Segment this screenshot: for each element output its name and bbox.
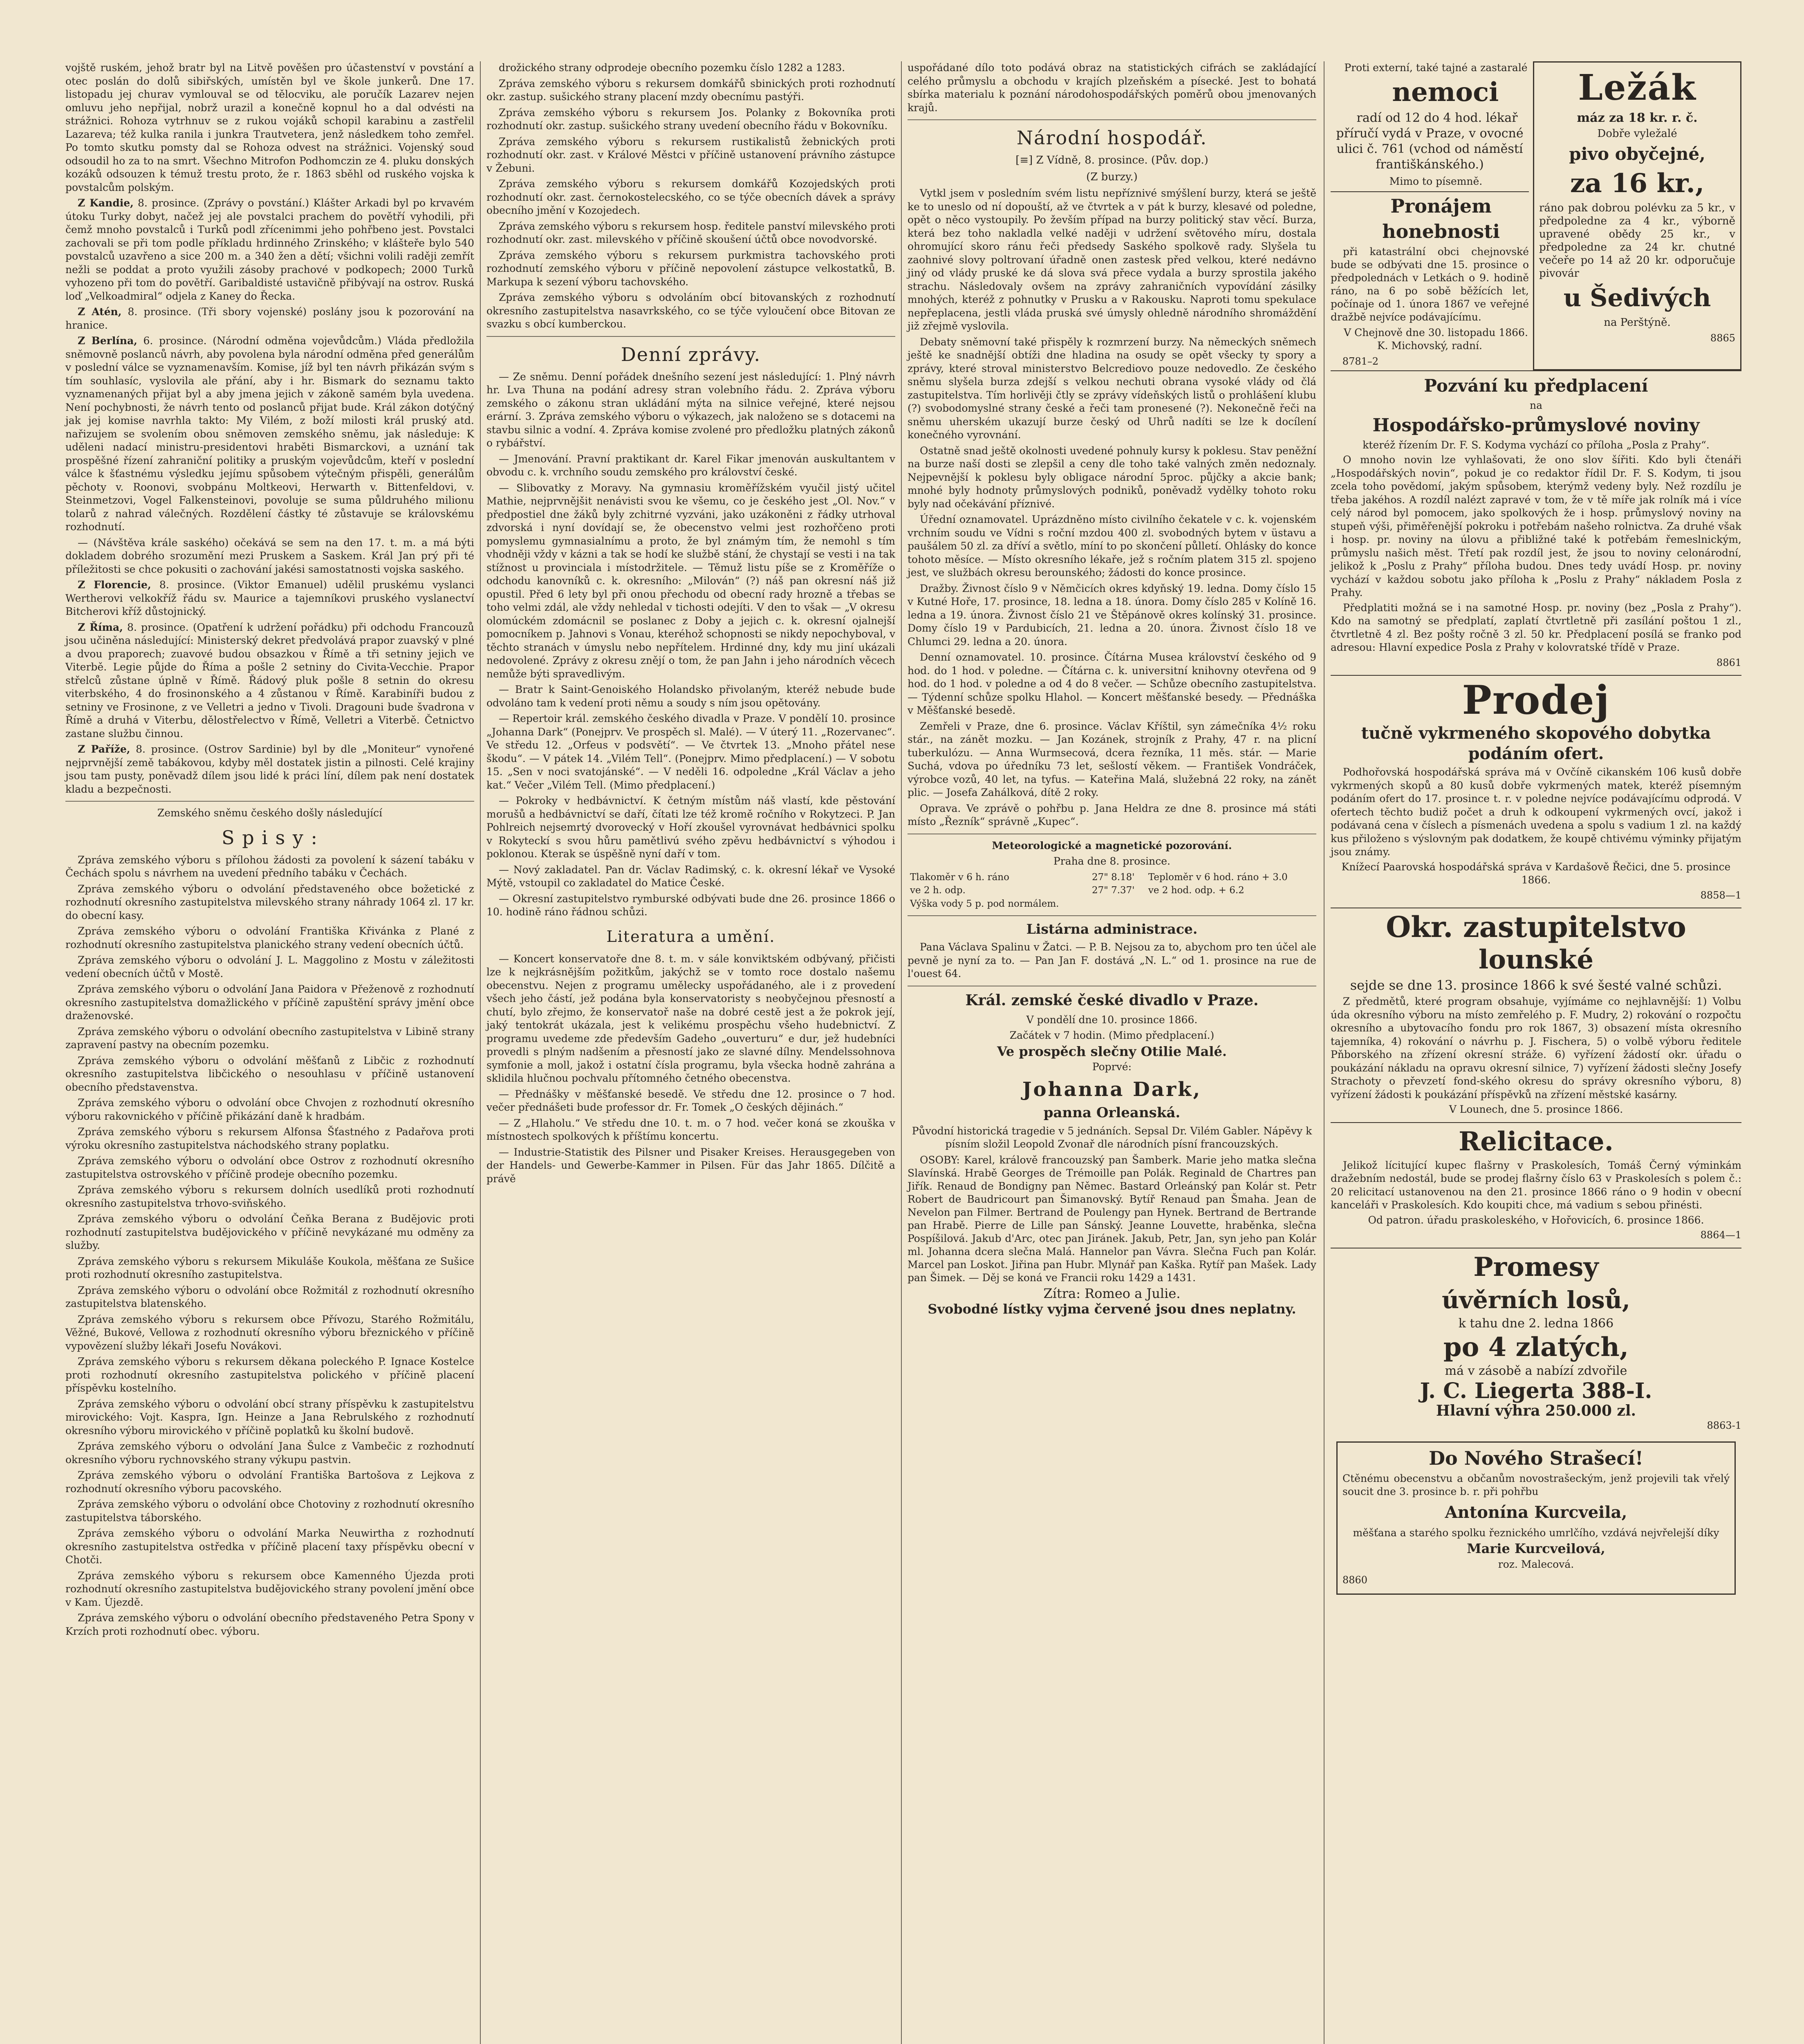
sub-heading: (Z burzy.) — [1086, 170, 1138, 183]
ad-nemoci — [1331, 61, 1529, 370]
ad-headline: úvěrních losů, — [1442, 1286, 1630, 1314]
article-paragraph: Vytkl jsem v posledním svém listu nepříznivé smýšlení burzy, která se ještě ke to uneslo od ní dopouští, až ve čtvrtek a v pát k burzy, klesavé od poledne, opět o něco vystoupily. Po ževším případ na burzy politický stav věcí. Burza, která bez toho nakladla velké naději v udržení světového míru, dostala ohromující skoro ránu řeči předsedy Saského spolkově rady. Slyšela tu zaohnivé slovy poltrovaní úřadně onen zastesk před velkou, které nedávno jiný od vlády pruské ke dá slova svá přece vydala a burzy sprostila jakého strachu. Následovaly ovšem na zprávy zahraničních vypovídání zásilky mnohých, kteréž z pohnutky v Prusku a v Rakousku. Naproti tomu spekulace nepřeplacena, jestli vláda pruská své úmysly ohledně národního shromáždění již zřejmě vyslovila. — [908, 187, 1316, 332]
article-paragraph: Pana Václava Spalinu v Žatci. — P. B. Nejsou za to, abychom pro ten účel ale pevně je nyní za to. — Pan Jan F. dostává „N. L.“ od 1. prosince na rue de l'ouest 64. — [908, 941, 1316, 979]
ad-strasecí — [1336, 1441, 1736, 1595]
section-rule — [908, 119, 1316, 120]
ad-headline: u Šedivých — [1563, 284, 1711, 312]
section-rule — [486, 336, 895, 337]
weather-cell — [1146, 897, 1316, 911]
article-paragraph: Zpráva zemského výboru o odvolání obecního představeného Petra Spony v Krzích proti rozhodnutí obec. výboru. — [65, 1612, 474, 1637]
ad-text: Dobře vyležalé — [1597, 128, 1677, 140]
ad-promesy — [1331, 1248, 1741, 1438]
weather-cell: 27" 7.37' — [1091, 885, 1135, 896]
article-paragraph: — (Návštěva krále saského) očekává se sem na den 17. t. m. a má býti dokladem dobrého srozumění mezi Pruskem a Saskem. Král Jan prý při té příležitosti se chce pokusiti o zachování jakési samostatnosti vojska saského. — [65, 536, 474, 575]
article-paragraph: Zpráva zemského výboru s rekursem dolních usedlíků proti rozhodnutí okresního zastupitelstva trhovo-sviňského. — [65, 1184, 474, 1209]
weather-table — [908, 871, 1316, 911]
ad-row — [1331, 61, 1741, 370]
article-paragraph: Zpráva zemského výboru o odvolání Františka Křivánka z Plané z rozhodnutí okresního zastupitelstva planického strany vedení obecních účtů. — [65, 925, 474, 950]
article-paragraph: Zpráva zemského výboru s rekursem domkářů sbinických proti rozhodnutí okr. zastup. sušického strany placení mzdy obecnímu pastýři. — [486, 77, 895, 103]
theatre-heading: Král. zemské české divadlo v Praze. — [965, 991, 1259, 1009]
ad-number: 8781–2 — [1342, 356, 1379, 367]
ad-headline: za 16 kr., — [1570, 168, 1705, 199]
weather-row — [908, 884, 1316, 897]
article-text: 8. prosince. (Zprávy o povstání.) Klášter Arkadi byl po krvavém útoku Turky dobyt, načež jej ale povstalci prachem do povětří vyhodili, při čemž mnoho povstalců i Turků podl zřícenimmi jeho pohřbeno jest. Povstalci zachovali se při tom podle příkladu hrdinného Zrinského; v klášteře bylo 540 povstalců uzavřeno a sice 200 m. a 340 žen a dětí; všichni volili raději zemřít nežli se poddat a proto využili zásoby prachové v podkopech; 2000 Turků vyhozeno při tom do povětří. Garibaldisté ustavičně přibývají na ostrov. Ruská loď „Velkoadmiral“ odjela z Kaney do Řecka. — [65, 197, 474, 302]
theatre-benefit: Ve prospěch slečny Otilie Malé. — [997, 1043, 1227, 1059]
ad-signature: V Chejnově dne 30. listopadu 1866. K. Michovský, radní. — [1344, 327, 1528, 352]
ad-text: radí od 12 do 4 hod. lékař příručí vydá v Praze, v ovocné ulici č. 761 (vchod od náměstí františkánského.) — [1336, 111, 1524, 172]
ad-headline: Do Nového Strašecí! — [1429, 1447, 1643, 1469]
ad-text: na — [1529, 399, 1542, 411]
ad-text: Hlavní výhra 250.000 zl. — [1436, 1402, 1636, 1419]
section-heading: Listárna administrace. — [1026, 921, 1198, 937]
ad-headline: Okr. zastupitelstvo — [1386, 910, 1686, 944]
article-paragraph: Zpráva zemského výboru s odvoláním obcí bitovanských z rozhodnutí okresního zastupitelstva nasavrkského, co se týče vyloučení obce Bitovan ze svazku s obcí kumberckou. — [486, 291, 895, 330]
ad-headline: J. C. Liegerta 388-I. — [1420, 1378, 1652, 1403]
article-text: 8. prosince. (Opatření k udržení pořádku) při odchodu Francouzů jsou učiněna následující: Ministerský dekret předvolává prapor zuavský v plné a dvou praporech; zuavové budou obsazkou v Římě a tři setniny jejich ve Viterbě. Legie půjde do Říma a pošle 2 setniny do Civita-Vecchie. Prapor střelců zůstane úplně v Římě. Řádový pluk pošle 8 setnin do okresu viterbského, 4 do frosinonského a 4 zůstanou v Římě. Karabiníři budou z setniny ve Frosinone, z ve Velletri a jedno v Tivoli. Dragouni bude švadrona v Římě a druhá v Viterbu, dělostřelectvo v Římě, Velletri a Viterbě. Četnictvo zastane službu činnou. — [65, 621, 474, 740]
play-cast: OSOBY: Karel, králově francouzský pan Šamberk. Marie jeho matka slečna Slavínská. Hrabě Georges de Trémoille pan Polák. Reginald de Chartres pan Jiřík. Renaud de Bondigny pan Němec. Bastard Orleánský pan Kolár st. Petr Robert de Baudricourt pan Šimanovský. Bytíř Renaud pan Šmaha. Jean de Nevelon pan Filmer. Bertrand de Poulengy pan Hynek. Bertrand de Bertrande pan Hrabě. Pierre de Lille pan Sánský. Jeanne Louvette, hraběnka, slečna Pospíšilová. Jakub d'Arc, otec pan Jiránek. Jakub, Petr, Jan, syn jeho pan Kolár ml. Johanna dcera slečna Malá. Hannelor pan Vávra. Slečna Fuch pan Kolár. Marcel pan Loskot. Jiřina pan Hubr. Mlynář pan Kaška. Rytíř pan Mašek. Lady pan Šimek. — Děj se koná ve Francii roku 1429 a 1431. — [908, 1154, 1316, 1284]
article-paragraph: Zpráva zemského výboru o odvolání obce Ostrov z rozhodnutí okresního zastupitelstva ostrovského v příčině prodeje obecního pozemku. — [65, 1155, 474, 1180]
article-paragraph: Opravа. Ve zprávě o pohřbu p. Jana Heldra ze dne 8. prosince má státi místo „Řezník“ správně „Kupec“. — [908, 802, 1316, 827]
article-paragraph: Denní oznamovatel. 10. prosince. Čítárna Musea království českého od 9 hod. do 1 hod. v poledne. — Čítárna c. k. universitní knihovny otevřena od 9 hod. do 1 hod. v poledne a od 4 do 8 večer. — Schůze obecního zastupitelstva. — Týdenní schůze spolku Hlahol. — Koncert měšťanské besedy. — Přednáška v Měšťanské besedě. — [908, 651, 1316, 716]
ad-signature: roz. Malecová. — [1498, 1558, 1574, 1570]
ad-text: sejde se dne 13. prosince 1866 k své šesté valné schůzi. — [1350, 977, 1722, 993]
article-paragraph: — Z „Hlaholu.“ Ve středu dne 10. t. m. o 7 hod. večer koná se zkouška v místnostech spolkových k příštímu koncertu. — [486, 1117, 895, 1142]
article-paragraph: vojště ruském, jehož bratr byl na Litvě pověšen pro účastenství v povstání a otec poslán do dolů sibiřských, umístěn byl ve škole junkerů. Dne 17. listopadu jej churav vymlouval se od tělocviku, ale poručík Lazarev nejen omluvu jeho nepřijal, nobrž urazil a konečně kopnul ho a dal odvésti na strážnici. Rohoza vytrhnuv se z rukou vojáků schopil karabinu a zastřelil Lazareva; též kulka ranila i junkra Trautvetera, jenž následkem toho zemřel. Po tomto skutku pomsty dal se Rohoza odvest na strážnici. Vojenský soud odsoudil ho za to na smrt. Všechno Mitrofon Podhomczin ze 4. pluku donských kozáků odsouzen k témuž trestu proto, že r. 1863 sběhl od ruského vojska k povstalcům polským. — [65, 62, 474, 193]
section-heading: S p i s y : — [222, 826, 318, 849]
article-text: 8. prosince. (Tři sbory vojenské) poslány jsou k pozorování na hranice. — [65, 306, 474, 331]
article-paragraph: Zpráva zemského výboru o odvolání představeného obce božetické z rozhodnutí okresního zastupitelstva milevského strany náhrady 1064 zl. 17 kr. do obecní kasy. — [65, 883, 474, 921]
ad-text: Předplatiti možná se i na samotné Hosp. pr. noviny (bez „Posla z Prahy“). Kdo na samotný se předplatí, zaplatí čtvrtletně při zasílání poštou 1 zl., čtvrtletně 4 zl. Bez pošty ročně 3 zl. 50 kr. Předplacení posílá se franko pod adresou: Hlavní expedice Posla z Prahy v kolovratské třídě v Praze. — [1331, 601, 1741, 653]
article-paragraph: — Okresní zastupitelstvo rymburské odbývati bude dne 26. prosince 1866 o 10. hodině ráno řádnou schůzi. — [486, 892, 895, 918]
literature-news — [486, 953, 895, 1186]
article-paragraph — [65, 743, 474, 796]
column-rule — [901, 61, 902, 2044]
article-paragraph: Zpráva zemského výboru o odvolání Františka Bartošova z Lejkova z rozhodnutí okresního výboru pacovského. — [65, 1469, 474, 1495]
ad-text: Ctěnému obecenstvu a občanům novostrašeckým, jenž projevili tak vřelý soucit dne 3. prosince b. r. při pohřbu — [1342, 1472, 1730, 1497]
article-paragraph: — Bratr k Saint-Genoiského Holandsko přivolaným, kteréž nebude bude odvoláno tam k vedení proti němu a soudy s ním jsou opětovány. — [486, 684, 895, 709]
ad-text: Mimo to písemně. — [1389, 175, 1483, 187]
article-paragraph — [65, 578, 474, 619]
play-description: Původní historická tragedie v 5 jednáních. Sepsal Dr. Vilém Gabler. Nápěvy k písním složil Leopold Zvonař dle národních písní francouzských. — [912, 1125, 1312, 1150]
article-paragraph: — Repertoir král. zemského českého divadla v Praze. V pondělí 10. prosince „Johanna Dark“ (Ponejprv. Ve prospěch sl. Malé). — V úterý 11. „Rozervanec“. Ve středu 12. „Orfeus v podsvětí“. — Ve čtvrtek 13. „Mnoho přátel nese škodu“. — V pátek 14. „Vilém Tell“. (Ponejprv. Mimo předplacení.) — V sobotu 15. „Sen v noci svatojánské“. — V neděli 16. odpoledne „Král Václav a jeho kat.“ Večer „Vilém Tell. (Mimo předplacení.) — [486, 713, 895, 791]
article-paragraph: Zpráva zemského výboru o odvolání J. L. Maggolino z Mostu v záležitosti vedení obecních účtů v Mostě. — [65, 954, 474, 979]
article-text: 8. prosince. (Ostrov Sardinie) byl by dle „Moniteur“ vynořené nejprvnější země tabákovou, kdyby měl dostatek jistin a pilnosti. Celé krajiny jsou tam pusty, poněvadž dílem jsou lidé k práci líní, dílem pak není dostatek kladu a bezpečnosti. — [65, 743, 475, 795]
article-paragraph: Debaty sněmovní také přispěly k rozmrzení burzy. Na německých sněmech ještě ke snadnější obtíži dne hladina na osudy se opět všecky ty spory a zprávy, které stroval ministerstvo Belcrediovo pouze nedovedlo. Ze českého sněmu slyšela burza zdejší s velkou nechuti obrana vysoké vlády od člá zastupitelstva. Tím horlivěji čtly se zprávy vídeňských listů o prohlášení klubu (?) svobodomyslné strany české a řeči tam pronesené (?). Nekonečně řeči na sněmu uherském ukazují burze český od Uhrů nadíti se lze k docílení konečného vyrovnání. — [908, 336, 1316, 441]
ad-headline: Pozvání ku předplacení — [1424, 376, 1648, 396]
article-text: 8. prosince. (Viktor Emanuel) udělil pruskému vyslanci Wertherovi velkokříž řádu sv. Maurice a tajemníkovi pruského vyslanectví Bitcherovi kříž důstojnický. — [65, 579, 474, 617]
article-paragraph: Zpráva zemského výboru s rekursem obce Přívozu, Starého Rožmitálu, Věžné, Bukové, Vellowa z rozhodnutí okresního výboru březnického v příčině vypovězení služby lékaři Josefu Novákovi. — [65, 1313, 474, 1352]
article-paragraph: Zpráva zemského výboru o odvolání obce Rožmitál z rozhodnutí okresního zastupitelstva blatenského. — [65, 1284, 474, 1309]
section-heading: Literatura a umění. — [606, 927, 775, 946]
ad-headline: Prodej — [1462, 677, 1610, 723]
article-paragraph: Zpráva zemského výboru o odvolání obce Chotoviny z rozhodnutí okresního zastupitelstva táborského. — [65, 1498, 474, 1524]
ad-signature: Marie Kurcveilová, — [1467, 1541, 1605, 1556]
article-paragraph: Zpráva zemského výboru o odvolání měšťanů z Libčic z rozhodnutí okresního zastupitelstva libčického o nesouhlasu v příčině ustanovení obecního představenstva. — [65, 1054, 474, 1093]
weather-heading: Meteorologické a magnetické pozorování. — [992, 839, 1232, 852]
ad-subscription — [1331, 370, 1741, 675]
sessions-list — [65, 854, 474, 1638]
ad-text: kteréž řízením Dr. F. S. Kodyma vychází co příloha „Posla z Prahy“. — [1363, 439, 1710, 451]
ad-number: 8860 — [1342, 1574, 1368, 1586]
ad-text: Proti externí, také tajné a zastaralé — [1344, 62, 1528, 74]
ad-okres — [1331, 908, 1741, 1122]
dateline: Z Paříže, — [78, 743, 130, 755]
article-text: 6. prosince. (Národní odměna vojevůdcům.) Vláda předložila sněmovně poslanců návrh, aby povolena byla národní odměna před generálům v poslední válce se vyznamenavším. Komise, jíž byl ten návrh přikázán svým s tím souhlasíc, vyslovila ale přání, aby i hr. Bismark do seznamu takto vyznamenaných přijat byl a aby jmena jejich v zákoně samém byla uvedena. Není pochybnosti, že návrh tento od poslanců přijat bude. Král zákon dotýčný jak jej komise navrhla takto: My Vilém, z boží milosti král pruský atd. nařizujem se svolením obou sněmoven zemského sněmu, jak následuje: K uděleni nadací ministru-presidentovi hraběti Bismarckovi, a uznání tak prospěšné řízení zahraniční politiky a pruským vojevůdcům, kteří v poslední válce k šťastnému výsledku jejímu spůsobem výtečným přispěli, generálům pěchoty v. Roonovi, svobpánu Moltkeovi, Herwarth v. Bittenfeldovi, v. Steinmetzovi, Vogel Falkensteinovi, povoluje se suma půldruhého milionu tolarů z nahrad válečných. Rozdělení částky té zůstavuje se královskému rozhodnutí. — [65, 335, 475, 533]
play-title: Johanna Dark, — [1022, 1078, 1202, 1101]
column-3 — [903, 61, 1320, 2044]
article-paragraph: Zpráva zemského výboru o odvolání Jana Šulce z Vambečic z rozhodnutí okresního výboru rychnovského strany výkupu pastvin. — [65, 1440, 474, 1466]
article-paragraph — [65, 334, 474, 534]
ad-text: k tahu dne 2. ledna 1866 — [1458, 1316, 1614, 1331]
dateline: [≡] Z Vídně, 8. prosince. (Pův. dop.) — [1015, 154, 1208, 166]
theatre-next: Zítra: Romeo a Julie. — [1043, 1285, 1181, 1301]
article-paragraph: Zpráva zemského výboru s rekursem Mikuláše Koukola, měšťana ze Sušice proti rozhodnutí okresního zastupitelstva. — [65, 1255, 474, 1280]
ad-headline: Ležák — [1578, 67, 1696, 108]
weather-cell — [1089, 897, 1146, 911]
ad-headline: Antonína Kurcveila, — [1445, 1502, 1627, 1522]
article-paragraph: Dražby. Živnost číslo 9 v Němčicích okres kdyňský 19. ledna. Domy číslo 15 v Kutné Hoře, 17. prosince, 18. ledna a 18. února. Domy číslo 285 v Kolíně 16. ledna a 19. února. Živnost číslo 21 ve Štěpánově okres kolínský 31. prosince. Domy číslo 19 v Pardubicích, 21. ledna a 20. února. Živnost číslo 18 ve Chlumci 29. ledna a 20. února. — [908, 582, 1316, 648]
article-paragraph: — Jmenování. Pravní praktikant dr. Karel Fikar jmenován auskultantem v obvodu c. k. vrchního soudu zemského pro království české. — [486, 453, 895, 478]
article-paragraph: Zpráva zemského výboru o odvolání obecního zastupitelstva v Libině strany zapravení pastvy na obecním pozemku. — [65, 1025, 474, 1051]
ad-headline: Hospodářsko-průmyslové noviny — [1372, 415, 1700, 436]
article-paragraph: — Slibovatky z Moravy. Na gymnasiu kroměřížském vyučil jistý učitel Mathie, nejprvnějšit nenávisti svou ke všemu, co je českého jest „Ol. Nov.“ v předpostiel dne žáků byly zchitrné vyzváni, jako uzákoněni z řádky utrhoval zdvorská i nyní dovídají se, že obecenstvo velmi jest rozhořčeno proti pomyslemu gymnasialnímu a proto, že byl známým tím, že nemohl s tím vhodněji vždy v kázni a tak se hodí ke službě stání, že chystají se vesti i na tak stížnost u provinciala i místodržitele. — Těmuž listu píše se z Kroměříže o odchodu kanovníků c. k. okresního: „Milován“ (?) náš pan okresní náš již opustil. Před 6 lety byl při onou přechodu od obecní rady hrozně a třebas se toho velmi zdál, ale vždy nehledal v tichosti odejíti. V den to však — „V okresu olomúckém zdomácnil se poslanec z Doby a jejich c. k. okresní ojalnejší pomocníkem p. Jahnovi s Vonau, kteréhož schopnosti se nikdy nepochyboval, v těchto stranách v úmyslu nebo nepřítelem. Hrdinné dny, kdy mu jiní ukázali nedovolené. Zprávy z okresu znějí o tom, že pan Jahn i jeho národních věcech nemůže býti spravedlivým. — [486, 482, 895, 680]
weather-cell: Tlakoměr v 6 h. ráno — [910, 872, 1009, 883]
ad-headline: Relicitace. — [1459, 1126, 1614, 1157]
article-paragraph: Zpráva zemského výboru s přílohou žádosti za povolení k sázení tabáku v Čechách spolu s návrhem na uvedení předního tabáku v Čechách. — [65, 854, 474, 879]
weather-row — [908, 897, 1316, 911]
ad-text: má v zásobě a nabízí zdvořile — [1445, 1364, 1627, 1378]
article-paragraph: uspořádané dílo toto podává obraz na statistických cifrách se zakládající celého průmyslu a obchodu v krajích plzeňském a písecké. Jest to bohatá sbírka materialu k poznání národohospodářských poměrů obou jmenovaných krajů. — [908, 62, 1316, 114]
ad-text: Podhořovská hospodářská správa má v Ovčíně cikanském 106 kusů dobře vykrmených skopů a 80 kusů dobře vykrmených matek, kteréž písemným podáním ofert do 17. prosince t. r. v poledne nejvíce podávajícímu odprodá. V ofertech těchto budiž počet a druh k odkoupení vykrmených ovcí, jakož i podávaná cena v číslech a písmenách uvedena a spolu s vadium 1 zl. na každý kus přiloženo s výslovným pak dodatkem, že koupě chtivému výminky přijatým jsou známy. — [1331, 766, 1741, 858]
section-heading: Denní zprávy. — [621, 343, 761, 365]
section-rule — [65, 801, 474, 802]
article-paragraph: — Nový zakladatel. Pan dr. Václav Radimský, c. k. okresní lékař ve Vysoké Mýtě, vstoupil co zakladatel do Matice České. — [486, 863, 895, 889]
ad-number: 8858—1 — [1700, 889, 1741, 901]
article-paragraph: Zpráva zemského výboru o odvolání obcí strany příspěvku k zastupitelstvu mirovického: Vojt. Kaspra, Ign. Heinze a Jana Rebrulského z rozhodnutí okresního výboru mirovického v příčině poplatků ku školní budově. — [65, 1398, 474, 1437]
article-paragraph: Zpráva zemského výboru s rekursem děkana poleckého P. Ignace Kostelce proti rozhodnutí okresního zastupitelstva polického v příčině placení příspěvku kostelního. — [65, 1356, 474, 1394]
article-paragraph — [65, 197, 474, 303]
section-heading: Národní hospodář. — [1016, 127, 1208, 149]
daily-news — [486, 370, 895, 919]
economy-body — [908, 187, 1316, 829]
weather-cell: Teploměr v 6 hod. ráno + 3.0 — [1148, 872, 1288, 883]
ad-text: O mnoho novin lze vyhlašovati, že ono slov šířiti. Kdo byli čtenáři „Hospodářských novin“, pokud je co redaktor řídil Dr. F. S. Kodym, ti jsou zcela toho povědomí, jakým spůsobem, kterýmž vedeny byly. Než rozdílu je třeba jakéhos. A rozdíl nalézt zapravé v tom, že v tě míře jak rolník má i více celý národ byl pomocem, jako spolkových že i hosp. průmyslový noviny na stupeň výši, přiměřenější pokroku i potřebám našeho rolnictva. Za druhé však i hosp. pr. noviny na úlovu a přibližné také k potřebám řemeslnickým, průmyslu našich měst. Třetí pak rozdíl jest, že jsou to noviny celonárodní, jelikož k „Poslu z Prahy“ příloha budou. Dnes tedy uvádí Hosp. pr. noviny vychází v každou sobotu jako příloha k „Poslu z Prahy“ nákladem Posla z Prahy. — [1331, 454, 1741, 598]
play-subtitle: panna Orleanská. — [1043, 1104, 1181, 1121]
ad-headline: nemoci — [1392, 77, 1499, 108]
column-4-ads — [1327, 61, 1746, 2044]
theatre-date: V pondělí dne 10. prosince 1866. — [1026, 1013, 1198, 1026]
column-rule — [480, 61, 481, 2044]
article-paragraph: Zpráva zemského výboru s rekursem obce Kamenného Újezda proti rozhodnutí okresního zastupitelstva budějovického strany povolení jmění obce v Kam. Újezdě. — [65, 1569, 474, 1608]
article-paragraph: Zpráva zemského výboru o odvolání obce Chvojen z rozhodnutí okresního výboru rakovnického v příčině přikázání daně k hradbám. — [65, 1097, 474, 1122]
article-paragraph — [65, 621, 474, 741]
ad-headline: pivo obyčejné, — [1569, 144, 1705, 164]
ad-number: 8864—1 — [1700, 1229, 1741, 1241]
ad-headline: po 4 zlatých, — [1443, 1332, 1629, 1363]
ad-text: Z předmětů, které program obsahuje, vyjímáme co nejhlavnější: 1) Volbu úda okresního výboru na místo zemřelého p. F. Mudry, 2) rokování o rozpočtu okresního a ubytovacího fondu pro rok 1867, 3) obsazení místa okresního tajemníka, 4) rokování o návrhu p. J. Fischera, 5) o volbě výboru ředitele Pňborského na zřízení okresní stráže. 6) vyřízení žádostí okr. úřadu o poukázání nákladu na opravu okresní silnice, 7) vyřízení žádosti slečny Josefy Strachoty o převzetí fond-ského okresu do správy okresního výboru, 8) vyřízení žádosti k poukázání příspěvků na zřízení městské kasárny. — [1331, 995, 1741, 1100]
ad-headline: Promesy — [1473, 1251, 1599, 1282]
ad-text: máz za 18 kr. r. č. — [1577, 111, 1698, 125]
ad-prodej — [1331, 675, 1741, 908]
ad-text: měšťana a starého spolku řeznického umrlčího, vzdává nejvřelejší díky — [1353, 1526, 1719, 1539]
weather-cell: 27" 8.18' — [1091, 872, 1135, 883]
theatre-first: Poprvé: — [1092, 1061, 1132, 1073]
ad-signature: Od patron. úřadu praskoleského, v Hořovicích, 6. prosince 1866. — [1368, 1214, 1704, 1226]
article-paragraph: — Přednášky v měšťanské besedě. Ve středu dne 12. prosince o 7 hod. večer přednášeti bude professor dr. Fr. Tomek „O českých dějinách.“ — [486, 1088, 895, 1113]
article-paragraph: Zpráva zemského výboru s rekursem Jos. Polanky z Bokovníka proti rozhodnutí okr. zastup. sušického strany uvedení obecního řádu v Bokovníku. — [486, 106, 895, 132]
article-paragraph: Zpráva zemského výboru s rekursem Alfonsa Šťastného z Padařova proti výroku okresního zastupitelstva náchodského strany poplatku. — [65, 1126, 474, 1151]
ad-signature: V Lounech, dne 5. prosince 1866. — [1449, 1103, 1623, 1115]
article-paragraph: Zpráva zemského výboru o odvolání Čeňka Berana z Budějovic proti rozhodnutí zastupitelstva budějovického v příčině nevykázané mu odměny za služby. — [65, 1213, 474, 1251]
article-paragraph: Zpráva zemského výboru s rekursem hosp. ředitele panství milevského proti rozhodnutí okr. zast. milevského v příčině skoušení účtů obce novodvorské. — [486, 220, 895, 245]
article-paragraph: Úřední oznamovatel. Uprázdněno místo civilního čekatele v c. k. vojenském vrchním soudu ve Vídni s roční mzdou 400 zl. svobodných bytem v üstavu a paušálem 50 zl. za dříví a světlo, míní to po skončení půlletí. Ohlásky do konce tohoto měsíce. — Místo okresního lékaře, jež s ročním platem 315 zl. spojeno jest, ve službách okresu berounského; žádosti do konce prosince. — [908, 513, 1316, 578]
column-2 — [482, 61, 899, 2044]
article-paragraph: Ostatně snad ještě okolnosti uvedené pohnuly kursy k poklesu. Stav peněžní na burze naší dosti se zlepšil a ceny dle toho také valných změn nedoznaly. Nejpevnější k poklesu byly obligace národní 5proc. půjčky a akcie bank; mnohé byly hodnoty průmyslových podniků, poněvadž vydělky tohoto roku byly nad očekávání příznivé. — [908, 444, 1316, 510]
weather-cell: Výška vody 5 p. pod normálem. — [910, 898, 1059, 909]
ad-headline: tučně vykrmeného skopového dobytka podáním ofert. — [1361, 724, 1711, 763]
column-1 — [61, 61, 478, 2044]
article-paragraph: Zpráva zemského výboru o odvolání Marka Neuwirtha z rozhodnutí okresního zastupitelstva ostředka v příčině placení taxy příspěvku obecní v Chotči. — [65, 1527, 474, 1566]
article-paragraph: Zpráva zemského výboru o odvolání Jana Paidora v Přeženově z rozhodnutí okresního zastupitelstva domažlického v příčině zapuštění správy jmění obce draženovské. — [65, 983, 474, 1022]
article-paragraph — [65, 305, 474, 332]
ad-number: 8863-1 — [1707, 1420, 1741, 1431]
article-paragraph: — Industrie-Statistik des Pilsner und Pisaker Kreises. Herausgegeben von der Handels- und Gewerbe-Kammer in Pilsen. Für das Jahr 1865. Dílčitě a právě — [486, 1146, 895, 1185]
sessions-list-cont — [486, 61, 895, 331]
dateline: Z Říma, — [78, 621, 123, 633]
weather-row — [908, 871, 1316, 884]
weather-cell: ve 2 hod. odp. + 6.2 — [1148, 885, 1244, 896]
article-paragraph: Zemřeli v Praze, dne 6. prosince. Václav Kříštil, syn zámečníka 4½ roku stár., na zánět mozku. — Jan Kozánek, strojník z Prahy, 47 r. na plicní tuberkulózu. — Anna Wurmsecová, dcera řezníka, 11 měs. stár. — Marie Suchá, vdova po úředníku 73 let, sešlostí věkem. — František Vondráček, výrobce vozů, 40 let, na tyfus. — Kateřina Malá, služebná 22 roky, na zánět plic. — Josefa Zahálková, dítě 2 roky. — [908, 720, 1316, 798]
article-paragraph: Zpráva zemského výboru s rekursem rustikalistů žebnických proti rozhodnutí okr. zast. v Králové Městci v příčině ustanovení právního zástupce v Žebuni. — [486, 135, 895, 174]
ad-number: 8861 — [1716, 657, 1741, 668]
weather-cell: ve 2 h. odp. — [910, 885, 966, 896]
article-paragraph: — Koncert konservatoře dne 8. t. m. v sále konviktském odbývaný, přičisti lze k nejkrásnějším požitkům, jakýchž se v tomto roce dostalo našemu obecenstvu. Nejen z programu umělecky uspořádaného, ale i z provedení všech jeho částí, jež podána byla konservatoristy s neobyčejnou přesností a chutí, bylo zřejmo, že konservatoř naše na dobré cestě jest a že pokrok její, jaký tentokrát ukázala, jest k velikému prospěchu všeho hudebnictví. Z programu uvedeme zde především Gadeho „ouverturu“ e dur, jež hudebníci provedli s plným nadšením a přesností jako ze slavné dílny. Mendelssohnova symfonie a moll, jakož i ostatní čísla programu, byla všecka hodně zahrána a sklidila hlučnou pochvalu přítomného četného obecenstva. — [486, 953, 895, 1084]
ad-text: při katastrální obci chejnovské bude se odbývati dne 15. prosince o předpolednách v Letkách o 9. hodině ráno, na 6 po sobě běžících let, počínaje od 1. února 1867 ve veřejné dražbě nejvíce podávajícímu. — [1331, 246, 1529, 323]
section-rule — [908, 915, 1316, 916]
theatre-time: Začátek v 7 hodin. (Mimo předplacení.) — [1009, 1029, 1215, 1041]
ad-headline: honebnosti — [1382, 220, 1500, 242]
ad-text: ráno pak dobrou polévku za 5 kr., v předpoledne za 4 kr., výborně upravené obědy 25 kr., v předpoledne za 24 kr. chutné večeře po 14 až 20 kr. odporučuje pivovár — [1539, 202, 1735, 280]
ad-signature: Knížecí Paarovská hospodářská správa v Kardašově Řečici, dne 5. prosince 1866. — [1341, 861, 1731, 886]
newspaper-page — [61, 61, 1746, 2044]
article-paragraph: Zpráva zemského výboru s rekursem domkářů Kozojedských proti rozhodnutí okr. zast. černokostelecského, co se týče obecních dávek a správy obecního jmění v Kozojedech. — [486, 178, 895, 216]
dateline: Z Kandie, — [78, 197, 134, 209]
dateline: Z Atén, — [78, 306, 122, 318]
ad-headline: lounské — [1478, 944, 1594, 975]
theatre-note: Svobodné lístky vyjma červené jsou dnes neplatny. — [928, 1301, 1296, 1317]
ad-number: 8865 — [1710, 332, 1735, 344]
article-paragraph: — Ze sněmu. Denní pořádek dnešního sezení jest následující: 1. Plný návrh hr. Lva Thuna na podání adresy stran volebního řádu. 2. Zpráva výboru zemského o zákonu stran ukládání mýta na silnice veřejné, které nejsou erární. 3. Zpráva zemského výboru o výkazech, jak naloženo se s dotacemi na stavbu silnic a vodní. 4. Zpráva komise zvolené pro předložku platných zákonů o rybářství. — [486, 370, 895, 449]
dateline: Z Florencie, — [78, 579, 151, 591]
ad-lezak — [1533, 61, 1741, 370]
ad-text: na Perštýně. — [1604, 316, 1671, 329]
ad-text: Jelikož lícitující kupec flašrny v Praskolesích, Tomáš Černý výminkám dražebním nedostál, bude se prodej flašrny číslo 63 v Praskolesích s polem č.: 20 relicitací ustanovenou na den 21. prosince 1866 ráno o 9 hodin v obecní kanceláři v Praskolesích. Kdo koupiti chce, má vadium s sebou přinésti. — [1331, 1159, 1741, 1211]
weather-sub: Praha dne 8. prosince. — [1053, 855, 1170, 867]
article-paragraph: drožického strany odprodeje obecního pozemku číslo 1282 a 1283. — [499, 62, 845, 74]
article-paragraph: Zpráva zemského výboru s rekursem purkmistra tachovského proti rozhodnutí zemského výboru v příčině nepovolení zástupce velkostatků, B. Markupa k sezení výboru tachovského. — [486, 249, 895, 288]
article-paragraph: — Pokroky v hedbávnictví. K četným místům náš vlastí, kde pěstování morušů a hedbávnictví se daří, čítati lze též kromě ročního v Rokytzeci. P. Jan Pohlreich nejsemrtý dvorovecký v Hoří zkoušel vyrovnávat hedbávnici spolku v Rokyteckí s svou hůru pamětlivú svého zpěvu hedbávnictví s výhodou i poklonou. Kterak se úspěšně nyní daří v tom. — [486, 795, 895, 860]
section-intro: Zemského sněmu českého došly následující — [157, 807, 383, 819]
dateline: Z Berlína, — [78, 335, 137, 347]
ad-headline: Pronájem — [1390, 195, 1492, 217]
ad-relicitace — [1331, 1122, 1741, 1248]
